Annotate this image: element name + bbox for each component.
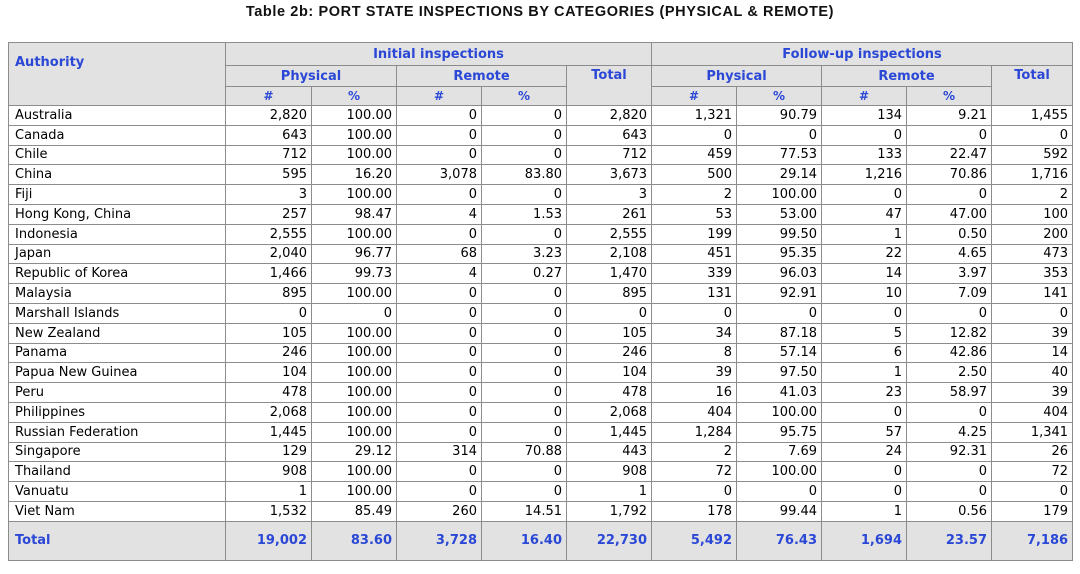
table-header <box>9 43 1073 106</box>
table-row <box>9 402 1073 422</box>
cell-initial-physical-count: 595 <box>226 165 312 185</box>
cell-initial-remote-percent: 14.51 <box>482 501 567 521</box>
cell-initial-physical-percent: 99.73 <box>312 264 397 284</box>
cell-initial-physical-count: 908 <box>226 462 312 482</box>
cell-followup-physical-percent: 92.91 <box>737 284 822 304</box>
cell-followup-remote-count: 1 <box>822 363 907 383</box>
cell-followup-physical-count: 16 <box>652 383 737 403</box>
cell-followup-remote-count: 57 <box>822 422 907 442</box>
cell-followup-physical-percent: 7.69 <box>737 442 822 462</box>
cell-followup-physical-percent: 95.75 <box>737 422 822 442</box>
cell-initial-total: 246 <box>567 343 652 363</box>
cell-initial-remote-count: 0 <box>397 185 482 205</box>
cell-authority: Japan <box>9 244 226 264</box>
header-followup-physical: Physical <box>652 66 822 87</box>
cell-initial-physical-percent: 100.00 <box>312 224 397 244</box>
table-row <box>9 303 1073 323</box>
cell-followup-total: 2 <box>992 185 1073 205</box>
table-title: Table 2b: PORT STATE INSPECTIONS BY CATEGORIES (PHYSICAL & REMOTE) <box>245 4 835 20</box>
cell-followup-total: 1,716 <box>992 165 1073 185</box>
total-initial-physical-percent: 83.60 <box>312 521 397 560</box>
cell-followup-physical-percent: 90.79 <box>737 106 822 126</box>
total-initial-remote-percent: 16.40 <box>482 521 567 560</box>
cell-followup-total: 592 <box>992 145 1073 165</box>
cell-followup-remote-percent: 4.65 <box>907 244 992 264</box>
cell-followup-remote-percent: 12.82 <box>907 323 992 343</box>
total-followup-physical-count: 5,492 <box>652 521 737 560</box>
cell-initial-remote-count: 3,078 <box>397 165 482 185</box>
cell-followup-remote-percent: 2.50 <box>907 363 992 383</box>
cell-authority: Marshall Islands <box>9 303 226 323</box>
header-authority: Authority <box>9 43 226 106</box>
cell-followup-physical-count: 1,321 <box>652 106 737 126</box>
cell-initial-remote-count: 4 <box>397 204 482 224</box>
cell-initial-physical-percent: 100.00 <box>312 462 397 482</box>
cell-authority: Australia <box>9 106 226 126</box>
cell-initial-physical-percent: 100.00 <box>312 125 397 145</box>
table-row <box>9 106 1073 126</box>
cell-authority: Singapore <box>9 442 226 462</box>
cell-initial-remote-percent: 0 <box>482 482 567 502</box>
table-row <box>9 343 1073 363</box>
cell-initial-total: 2,820 <box>567 106 652 126</box>
cell-initial-remote-count: 4 <box>397 264 482 284</box>
cell-initial-remote-percent: 0 <box>482 284 567 304</box>
cell-followup-total: 72 <box>992 462 1073 482</box>
table-row <box>9 363 1073 383</box>
cell-authority: Philippines <box>9 402 226 422</box>
total-label: Total <box>9 521 226 560</box>
cell-initial-total: 105 <box>567 323 652 343</box>
cell-initial-remote-count: 314 <box>397 442 482 462</box>
cell-followup-remote-percent: 4.25 <box>907 422 992 442</box>
cell-followup-total: 0 <box>992 125 1073 145</box>
cell-followup-remote-count: 22 <box>822 244 907 264</box>
cell-followup-physical-percent: 29.14 <box>737 165 822 185</box>
cell-followup-total: 200 <box>992 224 1073 244</box>
cell-authority: Vanuatu <box>9 482 226 502</box>
header-followup-inspections: Follow-up inspections <box>652 43 1073 66</box>
cell-initial-physical-count: 1,532 <box>226 501 312 521</box>
cell-followup-remote-percent: 92.31 <box>907 442 992 462</box>
cell-followup-remote-percent: 42.86 <box>907 343 992 363</box>
cell-initial-total: 3,673 <box>567 165 652 185</box>
cell-authority: China <box>9 165 226 185</box>
cell-initial-remote-percent: 0 <box>482 145 567 165</box>
table-row <box>9 224 1073 244</box>
cell-initial-remote-count: 0 <box>397 482 482 502</box>
table-row <box>9 204 1073 224</box>
cell-followup-physical-percent: 96.03 <box>737 264 822 284</box>
cell-authority: Thailand <box>9 462 226 482</box>
cell-followup-physical-percent: 57.14 <box>737 343 822 363</box>
cell-initial-remote-count: 0 <box>397 125 482 145</box>
cell-followup-remote-count: 0 <box>822 402 907 422</box>
table-row <box>9 442 1073 462</box>
cell-initial-physical-percent: 100.00 <box>312 422 397 442</box>
total-followup-physical-percent: 76.43 <box>737 521 822 560</box>
cell-initial-remote-percent: 0 <box>482 185 567 205</box>
cell-followup-total: 39 <box>992 323 1073 343</box>
cell-followup-physical-count: 0 <box>652 303 737 323</box>
cell-initial-physical-count: 104 <box>226 363 312 383</box>
cell-initial-total: 3 <box>567 185 652 205</box>
cell-followup-physical-count: 131 <box>652 284 737 304</box>
cell-followup-remote-count: 23 <box>822 383 907 403</box>
cell-followup-physical-percent: 87.18 <box>737 323 822 343</box>
header-followup-remote: Remote <box>822 66 992 87</box>
cell-authority: Papua New Guinea <box>9 363 226 383</box>
cell-initial-remote-percent: 0 <box>482 402 567 422</box>
cell-initial-total: 1,470 <box>567 264 652 284</box>
table-row <box>9 145 1073 165</box>
cell-followup-remote-count: 0 <box>822 303 907 323</box>
cell-authority: Republic of Korea <box>9 264 226 284</box>
cell-followup-physical-percent: 95.35 <box>737 244 822 264</box>
cell-initial-physical-count: 0 <box>226 303 312 323</box>
cell-followup-total: 26 <box>992 442 1073 462</box>
cell-authority: Russian Federation <box>9 422 226 442</box>
cell-followup-physical-percent: 53.00 <box>737 204 822 224</box>
cell-followup-physical-count: 53 <box>652 204 737 224</box>
cell-initial-remote-percent: 0 <box>482 224 567 244</box>
cell-followup-remote-count: 0 <box>822 185 907 205</box>
cell-initial-total: 712 <box>567 145 652 165</box>
cell-initial-total: 643 <box>567 125 652 145</box>
cell-followup-physical-count: 339 <box>652 264 737 284</box>
cell-initial-remote-percent: 0 <box>482 125 567 145</box>
cell-followup-remote-count: 134 <box>822 106 907 126</box>
cell-followup-physical-count: 178 <box>652 501 737 521</box>
table-row <box>9 125 1073 145</box>
cell-initial-remote-percent: 0 <box>482 363 567 383</box>
cell-followup-physical-percent: 41.03 <box>737 383 822 403</box>
cell-followup-remote-count: 1 <box>822 224 907 244</box>
cell-authority: New Zealand <box>9 323 226 343</box>
cell-followup-physical-percent: 97.50 <box>737 363 822 383</box>
cell-followup-total: 404 <box>992 402 1073 422</box>
cell-followup-remote-count: 0 <box>822 462 907 482</box>
header-followup-physical-percent: % <box>737 87 822 106</box>
cell-initial-total: 1,445 <box>567 422 652 442</box>
header-followup-physical-count: # <box>652 87 737 106</box>
header-initial-physical: Physical <box>226 66 397 87</box>
cell-followup-remote-count: 14 <box>822 264 907 284</box>
cell-followup-remote-percent: 9.21 <box>907 106 992 126</box>
cell-initial-remote-percent: 3.23 <box>482 244 567 264</box>
cell-initial-physical-percent: 29.12 <box>312 442 397 462</box>
cell-authority: Fiji <box>9 185 226 205</box>
cell-authority: Peru <box>9 383 226 403</box>
cell-followup-remote-percent: 22.47 <box>907 145 992 165</box>
cell-followup-physical-percent: 0 <box>737 303 822 323</box>
cell-initial-remote-count: 0 <box>397 383 482 403</box>
cell-initial-total: 478 <box>567 383 652 403</box>
cell-followup-physical-count: 39 <box>652 363 737 383</box>
total-initial-physical-count: 19,002 <box>226 521 312 560</box>
cell-followup-total: 141 <box>992 284 1073 304</box>
cell-initial-remote-count: 0 <box>397 106 482 126</box>
cell-followup-remote-percent: 0 <box>907 185 992 205</box>
cell-initial-physical-percent: 16.20 <box>312 165 397 185</box>
cell-initial-physical-count: 1,445 <box>226 422 312 442</box>
cell-initial-remote-count: 0 <box>397 462 482 482</box>
cell-followup-physical-count: 500 <box>652 165 737 185</box>
cell-followup-remote-percent: 0 <box>907 125 992 145</box>
header-initial-remote-count: # <box>397 87 482 106</box>
cell-followup-remote-percent: 0.50 <box>907 224 992 244</box>
cell-initial-physical-percent: 85.49 <box>312 501 397 521</box>
cell-initial-physical-percent: 0 <box>312 303 397 323</box>
cell-followup-physical-count: 8 <box>652 343 737 363</box>
table-row <box>9 264 1073 284</box>
cell-initial-physical-count: 105 <box>226 323 312 343</box>
header-initial-physical-count: # <box>226 87 312 106</box>
cell-initial-remote-count: 0 <box>397 145 482 165</box>
cell-followup-physical-count: 404 <box>652 402 737 422</box>
cell-followup-physical-count: 0 <box>652 482 737 502</box>
cell-followup-total: 14 <box>992 343 1073 363</box>
cell-followup-remote-percent: 0 <box>907 462 992 482</box>
cell-initial-physical-percent: 100.00 <box>312 106 397 126</box>
cell-followup-remote-count: 6 <box>822 343 907 363</box>
cell-followup-physical-count: 72 <box>652 462 737 482</box>
cell-followup-remote-percent: 7.09 <box>907 284 992 304</box>
cell-initial-physical-percent: 100.00 <box>312 363 397 383</box>
cell-initial-remote-percent: 0 <box>482 383 567 403</box>
cell-initial-physical-percent: 100.00 <box>312 402 397 422</box>
cell-initial-physical-count: 2,040 <box>226 244 312 264</box>
cell-initial-total: 2,108 <box>567 244 652 264</box>
table-row <box>9 383 1073 403</box>
header-initial-remote-percent: % <box>482 87 567 106</box>
cell-followup-remote-count: 133 <box>822 145 907 165</box>
cell-initial-physical-count: 1 <box>226 482 312 502</box>
cell-initial-total: 908 <box>567 462 652 482</box>
cell-followup-remote-percent: 3.97 <box>907 264 992 284</box>
cell-initial-physical-count: 643 <box>226 125 312 145</box>
cell-initial-remote-count: 68 <box>397 244 482 264</box>
cell-followup-physical-percent: 100.00 <box>737 185 822 205</box>
cell-initial-physical-count: 129 <box>226 442 312 462</box>
total-row <box>9 521 1073 560</box>
cell-followup-physical-percent: 77.53 <box>737 145 822 165</box>
cell-followup-remote-percent: 58.97 <box>907 383 992 403</box>
cell-followup-remote-count: 1 <box>822 501 907 521</box>
cell-initial-remote-percent: 0 <box>482 343 567 363</box>
cell-initial-total: 443 <box>567 442 652 462</box>
cell-followup-total: 1,341 <box>992 422 1073 442</box>
table-row <box>9 165 1073 185</box>
cell-initial-remote-count: 0 <box>397 402 482 422</box>
header-initial-total: Total <box>567 66 652 106</box>
cell-followup-remote-percent: 0 <box>907 303 992 323</box>
cell-initial-remote-count: 260 <box>397 501 482 521</box>
cell-followup-physical-count: 2 <box>652 185 737 205</box>
cell-followup-physical-count: 34 <box>652 323 737 343</box>
cell-initial-physical-percent: 100.00 <box>312 383 397 403</box>
table-body <box>9 106 1073 522</box>
cell-authority: Hong Kong, China <box>9 204 226 224</box>
cell-initial-remote-percent: 70.88 <box>482 442 567 462</box>
cell-initial-remote-percent: 0 <box>482 422 567 442</box>
cell-initial-total: 2,555 <box>567 224 652 244</box>
cell-followup-physical-percent: 99.44 <box>737 501 822 521</box>
cell-initial-physical-percent: 100.00 <box>312 284 397 304</box>
cell-followup-physical-count: 2 <box>652 442 737 462</box>
cell-followup-total: 1,455 <box>992 106 1073 126</box>
cell-initial-physical-percent: 96.77 <box>312 244 397 264</box>
cell-authority: Chile <box>9 145 226 165</box>
cell-initial-total: 1,792 <box>567 501 652 521</box>
cell-followup-physical-percent: 99.50 <box>737 224 822 244</box>
table-row <box>9 244 1073 264</box>
table-row <box>9 323 1073 343</box>
cell-initial-remote-percent: 0 <box>482 106 567 126</box>
total-followup-remote-count: 1,694 <box>822 521 907 560</box>
cell-authority: Malaysia <box>9 284 226 304</box>
cell-initial-remote-percent: 83.80 <box>482 165 567 185</box>
cell-followup-remote-percent: 47.00 <box>907 204 992 224</box>
table-row <box>9 501 1073 521</box>
total-followup-remote-percent: 23.57 <box>907 521 992 560</box>
cell-initial-remote-count: 0 <box>397 343 482 363</box>
table-row <box>9 284 1073 304</box>
cell-followup-total: 0 <box>992 482 1073 502</box>
cell-followup-total: 39 <box>992 383 1073 403</box>
cell-initial-remote-count: 0 <box>397 323 482 343</box>
header-initial-inspections: Initial inspections <box>226 43 652 66</box>
cell-initial-physical-percent: 100.00 <box>312 145 397 165</box>
cell-initial-remote-percent: 0 <box>482 323 567 343</box>
cell-initial-total: 2,068 <box>567 402 652 422</box>
total-followup-total: 7,186 <box>992 521 1073 560</box>
cell-followup-total: 40 <box>992 363 1073 383</box>
cell-initial-physical-count: 2,820 <box>226 106 312 126</box>
table-row <box>9 185 1073 205</box>
cell-followup-total: 100 <box>992 204 1073 224</box>
cell-initial-physical-count: 2,555 <box>226 224 312 244</box>
table-row <box>9 482 1073 502</box>
header-followup-total: Total <box>992 66 1073 106</box>
cell-initial-physical-count: 3 <box>226 185 312 205</box>
cell-initial-physical-count: 257 <box>226 204 312 224</box>
cell-followup-total: 0 <box>992 303 1073 323</box>
cell-followup-remote-count: 10 <box>822 284 907 304</box>
cell-followup-remote-count: 0 <box>822 482 907 502</box>
cell-followup-physical-count: 0 <box>652 125 737 145</box>
cell-initial-physical-count: 246 <box>226 343 312 363</box>
cell-authority: Viet Nam <box>9 501 226 521</box>
cell-initial-physical-percent: 100.00 <box>312 343 397 363</box>
cell-initial-physical-count: 478 <box>226 383 312 403</box>
cell-initial-remote-count: 0 <box>397 422 482 442</box>
cell-followup-physical-percent: 0 <box>737 125 822 145</box>
header-initial-remote: Remote <box>397 66 567 87</box>
cell-initial-remote-count: 0 <box>397 284 482 304</box>
cell-followup-total: 473 <box>992 244 1073 264</box>
cell-followup-remote-count: 24 <box>822 442 907 462</box>
cell-followup-physical-count: 459 <box>652 145 737 165</box>
cell-initial-remote-percent: 0.27 <box>482 264 567 284</box>
cell-followup-physical-percent: 100.00 <box>737 462 822 482</box>
cell-followup-remote-count: 0 <box>822 125 907 145</box>
cell-initial-physical-count: 712 <box>226 145 312 165</box>
cell-initial-physical-percent: 100.00 <box>312 482 397 502</box>
cell-initial-total: 1 <box>567 482 652 502</box>
cell-initial-physical-percent: 98.47 <box>312 204 397 224</box>
total-initial-total: 22,730 <box>567 521 652 560</box>
cell-initial-remote-count: 0 <box>397 363 482 383</box>
cell-followup-remote-count: 1,216 <box>822 165 907 185</box>
cell-followup-total: 353 <box>992 264 1073 284</box>
cell-initial-total: 0 <box>567 303 652 323</box>
cell-followup-physical-count: 199 <box>652 224 737 244</box>
cell-followup-remote-percent: 0 <box>907 402 992 422</box>
cell-followup-remote-percent: 70.86 <box>907 165 992 185</box>
cell-initial-remote-percent: 0 <box>482 303 567 323</box>
cell-followup-physical-percent: 0 <box>737 482 822 502</box>
header-followup-remote-percent: % <box>907 87 992 106</box>
cell-followup-remote-percent: 0.56 <box>907 501 992 521</box>
cell-initial-remote-percent: 0 <box>482 462 567 482</box>
cell-initial-total: 895 <box>567 284 652 304</box>
header-initial-physical-percent: % <box>312 87 397 106</box>
cell-initial-physical-percent: 100.00 <box>312 323 397 343</box>
cell-initial-physical-count: 895 <box>226 284 312 304</box>
cell-followup-physical-count: 451 <box>652 244 737 264</box>
cell-followup-remote-count: 47 <box>822 204 907 224</box>
cell-initial-total: 261 <box>567 204 652 224</box>
cell-followup-total: 179 <box>992 501 1073 521</box>
cell-initial-physical-count: 1,466 <box>226 264 312 284</box>
header-followup-remote-count: # <box>822 87 907 106</box>
table-row <box>9 462 1073 482</box>
cell-followup-physical-percent: 100.00 <box>737 402 822 422</box>
cell-followup-physical-count: 1,284 <box>652 422 737 442</box>
cell-followup-remote-count: 5 <box>822 323 907 343</box>
cell-initial-remote-count: 0 <box>397 224 482 244</box>
total-initial-remote-count: 3,728 <box>397 521 482 560</box>
cell-authority: Indonesia <box>9 224 226 244</box>
cell-authority: Panama <box>9 343 226 363</box>
cell-followup-remote-percent: 0 <box>907 482 992 502</box>
cell-initial-remote-percent: 1.53 <box>482 204 567 224</box>
cell-initial-remote-count: 0 <box>397 303 482 323</box>
cell-authority: Canada <box>9 125 226 145</box>
cell-initial-physical-count: 2,068 <box>226 402 312 422</box>
cell-initial-physical-percent: 100.00 <box>312 185 397 205</box>
table-row <box>9 422 1073 442</box>
cell-initial-total: 104 <box>567 363 652 383</box>
inspections-table <box>8 42 1073 561</box>
